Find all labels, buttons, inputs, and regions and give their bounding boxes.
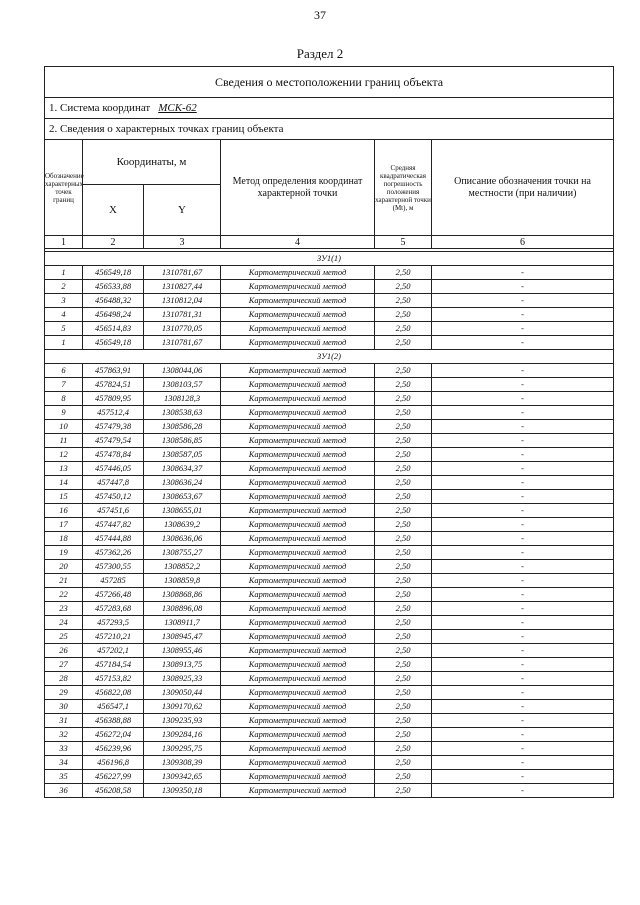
- table-row: [45, 672, 614, 686]
- x-coordinate: 457202,1: [83, 644, 144, 658]
- banner-title: Сведения о местоположении границ объекта: [45, 67, 614, 98]
- point-number: 19: [45, 546, 83, 560]
- x-coordinate: 457184,54: [83, 658, 144, 672]
- accuracy: 2,50: [375, 266, 432, 280]
- boundaries-sheet: [44, 66, 613, 798]
- accuracy: 2,50: [375, 378, 432, 392]
- y-coordinate: 1308639,2: [144, 518, 221, 532]
- y-coordinate: 1308128,3: [144, 392, 221, 406]
- accuracy: 2,50: [375, 364, 432, 378]
- coord-system-value: МСК-62: [158, 102, 197, 114]
- x-coordinate: 457300,55: [83, 560, 144, 574]
- method: Картометрический метод: [221, 770, 375, 784]
- method: Картометрический метод: [221, 406, 375, 420]
- x-coordinate: 457447,8: [83, 476, 144, 490]
- table-row: [45, 392, 614, 406]
- description: -: [432, 504, 614, 518]
- point-number: 20: [45, 560, 83, 574]
- y-coordinate: 1310827,44: [144, 280, 221, 294]
- x-coordinate: 457447,82: [83, 518, 144, 532]
- accuracy: 2,50: [375, 448, 432, 462]
- table-row: [45, 378, 614, 392]
- description: -: [432, 658, 614, 672]
- description: -: [432, 294, 614, 308]
- method: Картометрический метод: [221, 644, 375, 658]
- y-coordinate: 1308925,33: [144, 672, 221, 686]
- point-number: 32: [45, 728, 83, 742]
- accuracy: 2,50: [375, 406, 432, 420]
- accuracy: 2,50: [375, 308, 432, 322]
- table-row: [45, 714, 614, 728]
- accuracy: 2,50: [375, 714, 432, 728]
- table-body: [45, 252, 614, 798]
- table-row: [45, 490, 614, 504]
- table-row: [45, 462, 614, 476]
- header-y: Y: [144, 185, 221, 236]
- x-coordinate: 457293,5: [83, 616, 144, 630]
- description: -: [432, 784, 614, 798]
- table-row: [45, 476, 614, 490]
- x-coordinate: 456498,24: [83, 308, 144, 322]
- x-coordinate: 457444,88: [83, 532, 144, 546]
- section-title: Раздел 2: [296, 46, 344, 61]
- group-row: [45, 350, 614, 364]
- y-coordinate: 1308913,75: [144, 658, 221, 672]
- description: -: [432, 742, 614, 756]
- accuracy: 2,50: [375, 504, 432, 518]
- group-label: ЗУ1(1): [45, 252, 614, 266]
- y-coordinate: 1308945,47: [144, 630, 221, 644]
- method: Картометрический метод: [221, 588, 375, 602]
- y-coordinate: 1308755,27: [144, 546, 221, 560]
- x-coordinate: 457450,12: [83, 490, 144, 504]
- table-row: [45, 616, 614, 630]
- column-number: 5: [375, 236, 432, 249]
- y-coordinate: 1308868,86: [144, 588, 221, 602]
- accuracy: 2,50: [375, 574, 432, 588]
- table-row: [45, 770, 614, 784]
- description: -: [432, 728, 614, 742]
- header-coordinates: Координаты, м: [83, 140, 221, 185]
- table-row: [45, 336, 614, 350]
- point-number: 6: [45, 364, 83, 378]
- point-number: 28: [45, 672, 83, 686]
- method: Картометрический метод: [221, 714, 375, 728]
- description: -: [432, 532, 614, 546]
- y-coordinate: 1308852,2: [144, 560, 221, 574]
- x-coordinate: 457451,6: [83, 504, 144, 518]
- header-description: Описание обозначения точки на местности (при наличии): [432, 140, 614, 236]
- point-number: 16: [45, 504, 83, 518]
- method: Картометрический метод: [221, 504, 375, 518]
- coord-system-line: [45, 98, 614, 119]
- description: -: [432, 364, 614, 378]
- header-accuracy: Средняя квадратическая погрешность положения характерной точки (Mt), м: [375, 140, 432, 236]
- method: Картометрический метод: [221, 378, 375, 392]
- method: Картометрический метод: [221, 280, 375, 294]
- table-header: [45, 67, 614, 252]
- accuracy: 2,50: [375, 462, 432, 476]
- table-row: [45, 434, 614, 448]
- y-coordinate: 1309342,65: [144, 770, 221, 784]
- point-number: 24: [45, 616, 83, 630]
- x-coordinate: 456514,83: [83, 322, 144, 336]
- accuracy: 2,50: [375, 546, 432, 560]
- x-coordinate: 457863,91: [83, 364, 144, 378]
- y-coordinate: 1308636,24: [144, 476, 221, 490]
- description: -: [432, 518, 614, 532]
- x-coordinate: 457266,48: [83, 588, 144, 602]
- y-coordinate: 1309050,44: [144, 686, 221, 700]
- column-number: 3: [144, 236, 221, 249]
- method: Картометрический метод: [221, 616, 375, 630]
- point-number: 2: [45, 280, 83, 294]
- accuracy: 2,50: [375, 434, 432, 448]
- accuracy: 2,50: [375, 630, 432, 644]
- table-row: [45, 322, 614, 336]
- method: Картометрический метод: [221, 518, 375, 532]
- y-coordinate: 1310781,67: [144, 336, 221, 350]
- accuracy: 2,50: [375, 756, 432, 770]
- table-row: [45, 742, 614, 756]
- point-number: 13: [45, 462, 83, 476]
- x-coordinate: 456547,1: [83, 700, 144, 714]
- header-x: X: [83, 185, 144, 236]
- description: -: [432, 602, 614, 616]
- y-coordinate: 1309170,62: [144, 700, 221, 714]
- column-number: 6: [432, 236, 614, 249]
- method: Картометрический метод: [221, 546, 375, 560]
- y-coordinate: 1308103,57: [144, 378, 221, 392]
- description: -: [432, 546, 614, 560]
- table-row: [45, 364, 614, 378]
- description: -: [432, 616, 614, 630]
- group-label: ЗУ1(2): [45, 350, 614, 364]
- header-designation: Обозначение характерных точек границ: [45, 140, 83, 236]
- y-coordinate: 1308655,01: [144, 504, 221, 518]
- accuracy: 2,50: [375, 658, 432, 672]
- x-coordinate: 456196,8: [83, 756, 144, 770]
- description: -: [432, 714, 614, 728]
- method: Картометрический метод: [221, 266, 375, 280]
- description: -: [432, 476, 614, 490]
- method: Картометрический метод: [221, 756, 375, 770]
- y-coordinate: 1309308,39: [144, 756, 221, 770]
- x-coordinate: 456533,88: [83, 280, 144, 294]
- table-row: [45, 700, 614, 714]
- method: Картометрический метод: [221, 490, 375, 504]
- description: -: [432, 406, 614, 420]
- x-coordinate: 456388,88: [83, 714, 144, 728]
- method: Картометрический метод: [221, 784, 375, 798]
- points-label: 2. Сведения о характерных точках границ объекта: [45, 119, 614, 140]
- point-number: 5: [45, 322, 83, 336]
- x-coordinate: 457153,82: [83, 672, 144, 686]
- y-coordinate: 1308653,67: [144, 490, 221, 504]
- table-row: [45, 574, 614, 588]
- y-coordinate: 1308587,05: [144, 448, 221, 462]
- table-row: [45, 560, 614, 574]
- accuracy: 2,50: [375, 588, 432, 602]
- x-coordinate: 457446,05: [83, 462, 144, 476]
- table-row: [45, 644, 614, 658]
- point-number: 10: [45, 420, 83, 434]
- point-number: 26: [45, 644, 83, 658]
- x-coordinate: 456227,99: [83, 770, 144, 784]
- description: -: [432, 630, 614, 644]
- point-number: 12: [45, 448, 83, 462]
- point-number: 30: [45, 700, 83, 714]
- y-coordinate: 1309235,93: [144, 714, 221, 728]
- method: Картометрический метод: [221, 630, 375, 644]
- accuracy: 2,50: [375, 784, 432, 798]
- x-coordinate: 457210,21: [83, 630, 144, 644]
- description: -: [432, 560, 614, 574]
- accuracy: 2,50: [375, 476, 432, 490]
- page-number: 37: [314, 8, 326, 22]
- description: -: [432, 574, 614, 588]
- accuracy: 2,50: [375, 602, 432, 616]
- point-number: 14: [45, 476, 83, 490]
- table-row: [45, 658, 614, 672]
- y-coordinate: 1310781,67: [144, 266, 221, 280]
- method: Картометрический метод: [221, 476, 375, 490]
- description: -: [432, 336, 614, 350]
- point-number: 3: [45, 294, 83, 308]
- group-row: [45, 252, 614, 266]
- table-row: [45, 266, 614, 280]
- point-number: 33: [45, 742, 83, 756]
- accuracy: 2,50: [375, 616, 432, 630]
- accuracy: 2,50: [375, 742, 432, 756]
- description: -: [432, 308, 614, 322]
- description: -: [432, 420, 614, 434]
- method: Картометрический метод: [221, 336, 375, 350]
- y-coordinate: 1308634,37: [144, 462, 221, 476]
- method: Картометрический метод: [221, 700, 375, 714]
- method: Картометрический метод: [221, 294, 375, 308]
- description: -: [432, 266, 614, 280]
- table-row: [45, 784, 614, 798]
- y-coordinate: 1309284,16: [144, 728, 221, 742]
- table-row: [45, 406, 614, 420]
- header-method: Метод определения координат характерной точки: [221, 140, 375, 236]
- description: -: [432, 770, 614, 784]
- method: Картометрический метод: [221, 658, 375, 672]
- y-coordinate: 1310812,04: [144, 294, 221, 308]
- coord-system-label: 1. Система координат: [49, 102, 151, 114]
- description: -: [432, 700, 614, 714]
- method: Картометрический метод: [221, 742, 375, 756]
- y-coordinate: 1308044,06: [144, 364, 221, 378]
- description: -: [432, 322, 614, 336]
- y-coordinate: 1308538,63: [144, 406, 221, 420]
- description: -: [432, 672, 614, 686]
- method: Картометрический метод: [221, 560, 375, 574]
- description: -: [432, 462, 614, 476]
- description: -: [432, 490, 614, 504]
- description: -: [432, 280, 614, 294]
- point-number: 1: [45, 336, 83, 350]
- point-number: 18: [45, 532, 83, 546]
- method: Картометрический метод: [221, 574, 375, 588]
- y-coordinate: 1308586,28: [144, 420, 221, 434]
- method: Картометрический метод: [221, 462, 375, 476]
- table-row: [45, 504, 614, 518]
- description: -: [432, 448, 614, 462]
- y-coordinate: 1308955,46: [144, 644, 221, 658]
- table-row: [45, 532, 614, 546]
- point-number: 31: [45, 714, 83, 728]
- x-coordinate: 456272,04: [83, 728, 144, 742]
- method: Картометрический метод: [221, 392, 375, 406]
- accuracy: 2,50: [375, 672, 432, 686]
- accuracy: 2,50: [375, 700, 432, 714]
- accuracy: 2,50: [375, 686, 432, 700]
- point-number: 34: [45, 756, 83, 770]
- y-coordinate: 1308896,08: [144, 602, 221, 616]
- y-coordinate: 1310781,31: [144, 308, 221, 322]
- x-coordinate: 457478,84: [83, 448, 144, 462]
- accuracy: 2,50: [375, 518, 432, 532]
- x-coordinate: 457809,95: [83, 392, 144, 406]
- description: -: [432, 644, 614, 658]
- accuracy: 2,50: [375, 294, 432, 308]
- table-row: [45, 308, 614, 322]
- point-number: 36: [45, 784, 83, 798]
- point-number: 23: [45, 602, 83, 616]
- method: Картометрический метод: [221, 686, 375, 700]
- table-row: [45, 448, 614, 462]
- points-table: [44, 66, 614, 798]
- point-number: 15: [45, 490, 83, 504]
- point-number: 4: [45, 308, 83, 322]
- method: Картометрический метод: [221, 434, 375, 448]
- x-coordinate: 457283,68: [83, 602, 144, 616]
- point-number: 25: [45, 630, 83, 644]
- method: Картометрический метод: [221, 364, 375, 378]
- accuracy: 2,50: [375, 280, 432, 294]
- x-coordinate: 456822,08: [83, 686, 144, 700]
- table-row: [45, 294, 614, 308]
- accuracy: 2,50: [375, 322, 432, 336]
- x-coordinate: 457512,4: [83, 406, 144, 420]
- table-row: [45, 420, 614, 434]
- point-number: 27: [45, 658, 83, 672]
- accuracy: 2,50: [375, 728, 432, 742]
- method: Картометрический метод: [221, 308, 375, 322]
- description: -: [432, 686, 614, 700]
- y-coordinate: 1308586,85: [144, 434, 221, 448]
- table-row: [45, 602, 614, 616]
- table-row: [45, 686, 614, 700]
- accuracy: 2,50: [375, 420, 432, 434]
- method: Картометрический метод: [221, 420, 375, 434]
- column-number: 2: [83, 236, 144, 249]
- x-coordinate: 457479,38: [83, 420, 144, 434]
- x-coordinate: 457824,51: [83, 378, 144, 392]
- accuracy: 2,50: [375, 490, 432, 504]
- table-row: [45, 518, 614, 532]
- table-row: [45, 546, 614, 560]
- method: Картометрический метод: [221, 602, 375, 616]
- description: -: [432, 756, 614, 770]
- point-number: 1: [45, 266, 83, 280]
- method: Картометрический метод: [221, 728, 375, 742]
- point-number: 9: [45, 406, 83, 420]
- point-number: 17: [45, 518, 83, 532]
- point-number: 8: [45, 392, 83, 406]
- point-number: 35: [45, 770, 83, 784]
- x-coordinate: 457285: [83, 574, 144, 588]
- x-coordinate: 456549,18: [83, 336, 144, 350]
- point-number: 7: [45, 378, 83, 392]
- y-coordinate: 1309350,18: [144, 784, 221, 798]
- description: -: [432, 378, 614, 392]
- table-row: [45, 588, 614, 602]
- method: Картометрический метод: [221, 672, 375, 686]
- method: Картометрический метод: [221, 532, 375, 546]
- x-coordinate: 456488,32: [83, 294, 144, 308]
- method: Картометрический метод: [221, 322, 375, 336]
- accuracy: 2,50: [375, 392, 432, 406]
- description: -: [432, 588, 614, 602]
- y-coordinate: 1308859,8: [144, 574, 221, 588]
- point-number: 21: [45, 574, 83, 588]
- accuracy: 2,50: [375, 532, 432, 546]
- column-number: 4: [221, 236, 375, 249]
- method: Картометрический метод: [221, 448, 375, 462]
- column-number: 1: [45, 236, 83, 249]
- point-number: 29: [45, 686, 83, 700]
- y-coordinate: 1308911,7: [144, 616, 221, 630]
- point-number: 11: [45, 434, 83, 448]
- x-coordinate: 456239,96: [83, 742, 144, 756]
- description: -: [432, 392, 614, 406]
- y-coordinate: 1310770,05: [144, 322, 221, 336]
- x-coordinate: 457362,26: [83, 546, 144, 560]
- table-row: [45, 630, 614, 644]
- table-row: [45, 756, 614, 770]
- accuracy: 2,50: [375, 644, 432, 658]
- table-row: [45, 280, 614, 294]
- accuracy: 2,50: [375, 770, 432, 784]
- x-coordinate: 457479,54: [83, 434, 144, 448]
- description: -: [432, 434, 614, 448]
- x-coordinate: 456549,18: [83, 266, 144, 280]
- point-number: 22: [45, 588, 83, 602]
- accuracy: 2,50: [375, 560, 432, 574]
- table-row: [45, 728, 614, 742]
- y-coordinate: 1308636,06: [144, 532, 221, 546]
- y-coordinate: 1309295,75: [144, 742, 221, 756]
- x-coordinate: 456208,58: [83, 784, 144, 798]
- accuracy: 2,50: [375, 336, 432, 350]
